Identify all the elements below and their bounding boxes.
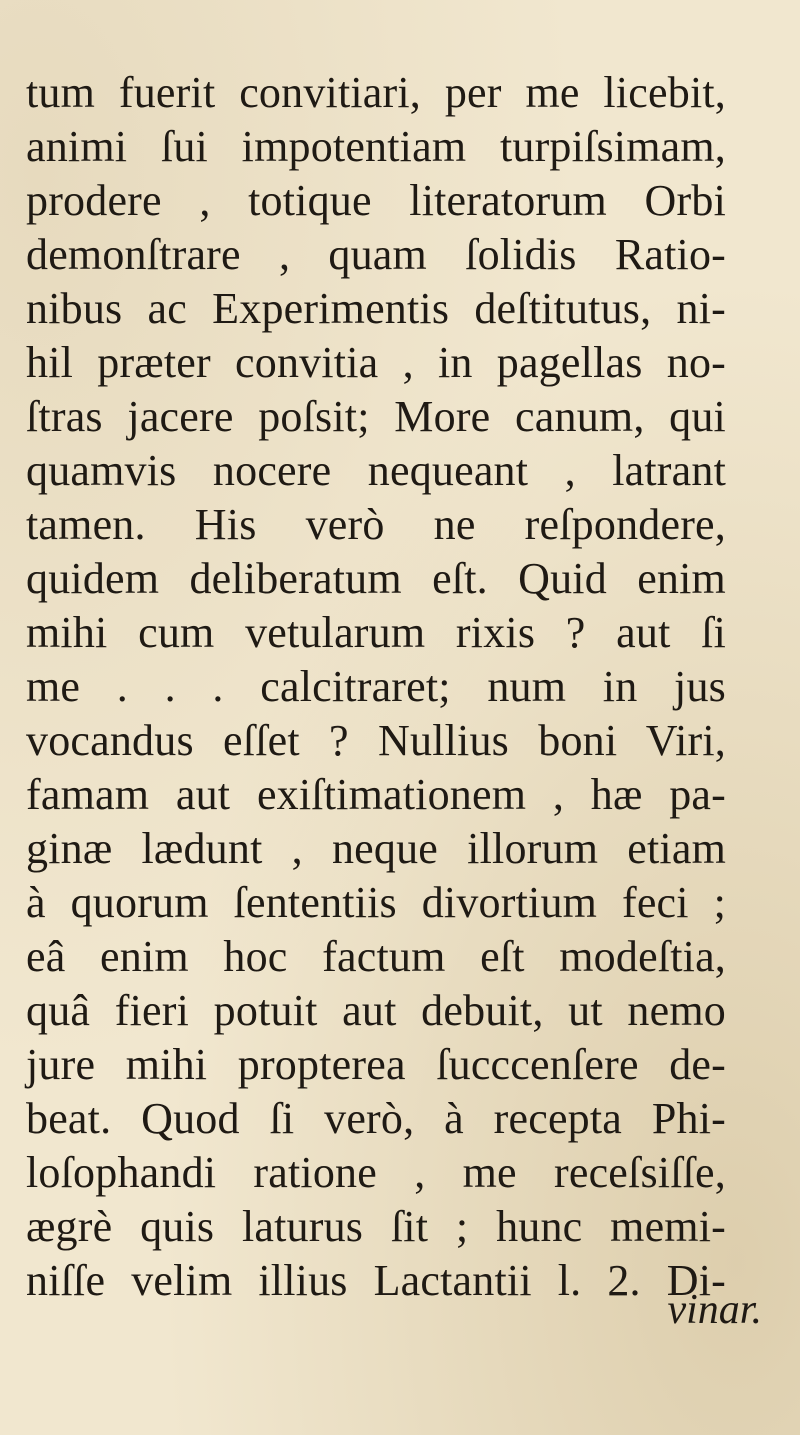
text-line: vocandus eſſet ? Nullius boni Viri, xyxy=(26,716,726,765)
text-line: tamen. His verò ne reſpondere, xyxy=(26,500,726,549)
text-line: jure mihi propterea ſucccenſere de- xyxy=(26,1040,726,1089)
text-line: quidem deliberatum eſt. Quid enim xyxy=(26,554,726,603)
text-line: beat. Quod ſi verò, à recepta Phi- xyxy=(26,1094,726,1143)
text-line: ſtras jacere poſsit; More canum, qui xyxy=(26,392,726,441)
page-text xyxy=(26,66,726,1308)
text-line: famam aut exiſtimationem , hæ pa- xyxy=(26,770,726,819)
text-line: prodere , totique literatorum Orbi xyxy=(26,176,726,225)
text-line: loſophandi ratione , me receſsiſſe, xyxy=(26,1148,726,1197)
text-line: eâ enim hoc factum eſt modeſtia, xyxy=(26,932,726,981)
text-line: niſſe velim illius Lactantii l. 2. Di- xyxy=(26,1256,726,1305)
text-line: hil præter convitia , in pagellas no- xyxy=(26,338,726,387)
text-line: quâ fieri potuit aut debuit, ut nemo xyxy=(26,986,726,1035)
catchword: vinar. xyxy=(667,1287,762,1333)
text-line: animi ſui impotentiam turpiſsimam, xyxy=(26,122,726,171)
text-line: mihi cum vetularum rixis ? aut ſi xyxy=(26,608,726,657)
text-line: quamvis nocere nequeant , latrant xyxy=(26,446,726,495)
text-line: nibus ac Experimentis deſtitutus, ni- xyxy=(26,284,726,333)
text-line: demonſtrare , quam ſolidis Ratio- xyxy=(26,230,726,279)
text-line: ægrè quis laturus ſit ; hunc memi- xyxy=(26,1202,726,1251)
text-line: tum fuerit convitiari, per me licebit, xyxy=(26,68,726,117)
text-line: ginæ lædunt , neque illorum etiam xyxy=(26,824,726,873)
text-line: à quorum ſententiis divortium feci ; xyxy=(26,878,726,927)
text-line: me . . . calcitraret; num in jus xyxy=(26,662,726,711)
